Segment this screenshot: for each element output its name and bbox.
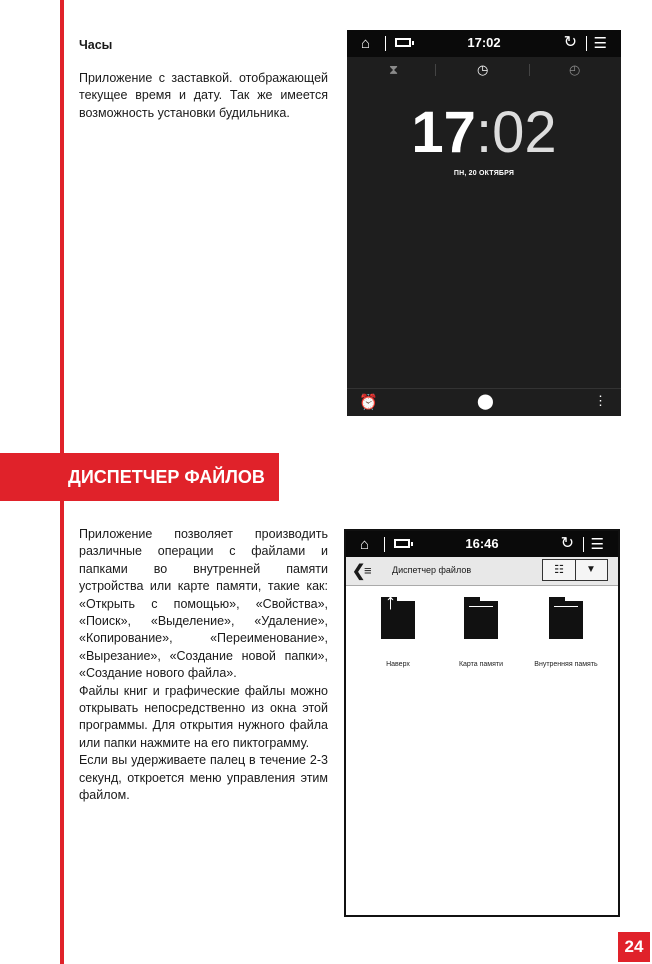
clock-bottom-bar bbox=[347, 388, 621, 416]
fm-paragraph-2: Файлы книг и графические файлы можно открывать непосредственно из окна этой программы. Для открытия нужного файла или папки нажмите на его пиктограмму. bbox=[79, 683, 328, 750]
clock-minutes: 02 bbox=[492, 100, 557, 165]
status-time: 17:02 bbox=[467, 35, 501, 50]
view-controls bbox=[542, 559, 608, 581]
tab-divider bbox=[435, 64, 436, 76]
back-chevron-icon[interactable]: ❮ bbox=[352, 563, 366, 580]
app-title: Диспетчер файлов bbox=[392, 565, 472, 575]
app-title-bar bbox=[346, 557, 618, 586]
clock-paragraph: Приложение с заставкой. отображающей текущее время и дату. Так же имеется возможность установки будильника. bbox=[79, 71, 328, 120]
folder-label: Наверх bbox=[386, 661, 410, 668]
status-time: 16:46 bbox=[465, 536, 499, 551]
clock-heading: Часы bbox=[79, 38, 113, 52]
arrow-up-icon: ↑ bbox=[385, 589, 396, 614]
folder-icon bbox=[549, 597, 583, 639]
timer-icon[interactable]: ⧗ bbox=[389, 62, 399, 77]
stopwatch-icon[interactable]: ◴ bbox=[569, 62, 581, 77]
folder-icon bbox=[464, 597, 498, 639]
folder-up-icon bbox=[381, 589, 415, 639]
status-divider bbox=[586, 36, 587, 51]
status-bar bbox=[346, 531, 618, 557]
page-number: 24 bbox=[618, 932, 650, 962]
status-divider bbox=[583, 537, 584, 552]
menu-icon[interactable]: ☰ bbox=[593, 35, 607, 52]
tab-divider bbox=[529, 64, 530, 76]
alarm-icon[interactable]: ⏰ bbox=[359, 394, 378, 411]
fm-paragraph-1: Приложение позволяет производить различные операции с файлами и папками во внутренней памяти устройства или карте памяти, такие как: «Открыть с помощью», «Свойства», «Поиск», «Выделение», «Удаление», «Копирование», «Переименование», «Вырезание», «Создание новой папки», «Создание нового файла». bbox=[79, 527, 328, 681]
storage-stack-icon: ≡ bbox=[364, 563, 372, 578]
overflow-menu-icon[interactable]: ⋮ bbox=[594, 393, 607, 408]
folder-label: Внутренняя память bbox=[534, 661, 598, 668]
folder-label: Карта памяти bbox=[458, 661, 504, 668]
view-mode-button[interactable] bbox=[543, 560, 576, 580]
big-clock bbox=[347, 100, 621, 166]
home-icon[interactable]: ⌂ bbox=[361, 35, 371, 52]
list-view-icon: ☷ bbox=[554, 564, 564, 576]
status-bar bbox=[347, 30, 621, 57]
clock-icon[interactable]: ◷ bbox=[477, 62, 489, 77]
folder-item-up[interactable] bbox=[358, 589, 438, 669]
sync-icon[interactable]: ↻ bbox=[563, 34, 577, 51]
clock-screenshot bbox=[347, 30, 621, 416]
sync-icon[interactable]: ↻ bbox=[560, 535, 574, 552]
section-title: ДИСПЕТЧЕР ФАЙЛОВ bbox=[68, 467, 265, 487]
folder-item-internal[interactable] bbox=[526, 597, 606, 669]
folder-item-sd-card[interactable] bbox=[441, 597, 521, 669]
clock-hours: 17 bbox=[411, 100, 476, 165]
clock-description bbox=[79, 70, 328, 122]
fm-paragraph-3: Если вы удерживаете палец в течение 2-3 секунд, откроется меню управления этим файлом. bbox=[79, 753, 328, 803]
location-pin-icon[interactable]: ⬤ bbox=[477, 393, 494, 410]
clock-colon: : bbox=[475, 100, 493, 165]
clock-tabs bbox=[347, 57, 621, 83]
file-manager-description bbox=[79, 526, 328, 805]
section-banner bbox=[0, 453, 279, 501]
dropdown-button[interactable] bbox=[575, 560, 607, 580]
file-manager-screenshot bbox=[344, 529, 620, 917]
chevron-down-icon: ▼ bbox=[586, 564, 596, 575]
menu-icon[interactable]: ☰ bbox=[590, 536, 604, 553]
clock-date: ПН, 20 ОКТЯБРЯ bbox=[453, 170, 515, 177]
home-icon[interactable]: ⌂ bbox=[360, 536, 370, 553]
